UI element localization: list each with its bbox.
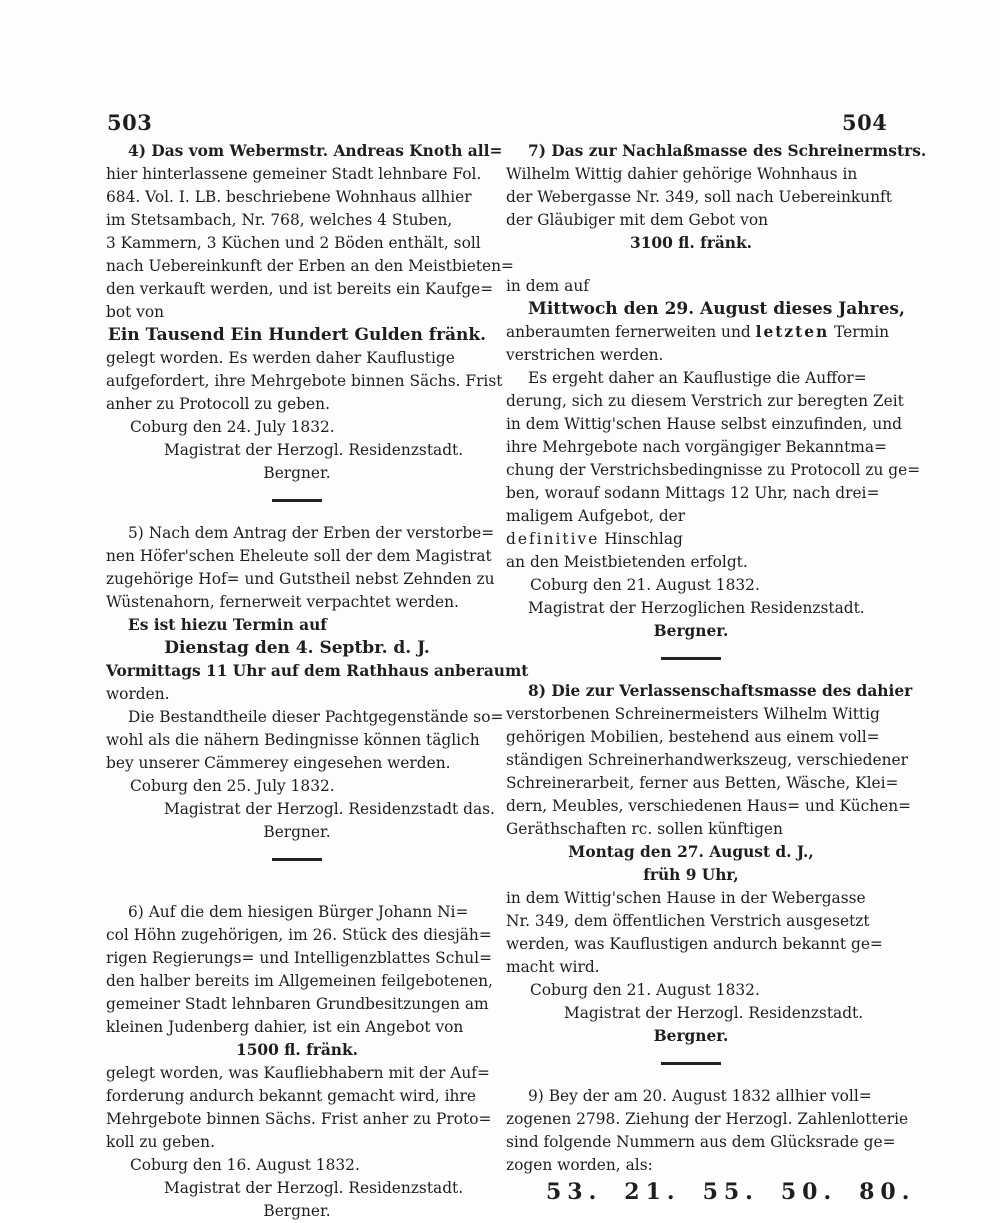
text-line: 684. Vol. I. LB. beschriebene Wohnhaus allhier bbox=[106, 188, 472, 206]
notice-8-signature: Magistrat der Herzogl. Residenzstadt. bbox=[564, 1004, 864, 1022]
text-line: gelegt worden. Es werden daher Kauflustige bbox=[106, 349, 455, 367]
notice-7-term-emph: letzten bbox=[755, 323, 830, 341]
text-line: gemeiner Stadt lehnbaren Grundbesitzungen am bbox=[106, 995, 489, 1013]
text-line: nen Höfer'schen Eheleute soll der dem Magistrat bbox=[106, 547, 492, 565]
notice-5-date: Coburg den 25. July 1832. bbox=[130, 777, 335, 795]
lottery-number: 80. bbox=[859, 1179, 916, 1205]
notice-5-body-2 bbox=[106, 660, 529, 706]
section-divider bbox=[661, 1062, 721, 1069]
notice-4-date: Coburg den 24. July 1832. bbox=[130, 418, 335, 436]
notice-6-body bbox=[106, 901, 493, 1039]
text-line: Schreinerarbeit, ferner aus Betten, Wäsche, Klei= bbox=[506, 774, 899, 792]
text-line: hier hinterlassene gemeiner Stadt lehnbare Fol. bbox=[106, 165, 482, 183]
text-line: 4) Das vom Webermstr. Andreas Knoth all= bbox=[128, 142, 503, 160]
text-line: chung der Verstrichsbedingnisse zu Protocoll zu ge= bbox=[506, 461, 921, 479]
notice-7-body bbox=[506, 140, 927, 232]
notice-5-signature: Magistrat der Herzogl. Residenzstadt das. bbox=[164, 800, 495, 818]
notice-8-term-date: Montag den 27. August d. J., bbox=[568, 843, 814, 861]
section-divider bbox=[661, 657, 721, 664]
text-line: wohl als die nähern Bedingnisse können täglich bbox=[106, 731, 480, 749]
text-line: in dem Wittig'schen Hause in der Webergasse bbox=[506, 889, 866, 907]
text-line: Geräthschaften rc. sollen künftigen bbox=[506, 820, 783, 838]
text-line: worden. bbox=[106, 685, 170, 703]
notice-5-term-date: Dienstag den 4. Septbr. d. J. bbox=[164, 638, 430, 658]
text-line: in dem Wittig'schen Hause selbst einzufinden, und bbox=[506, 415, 903, 433]
notice-6-signer: Bergner. bbox=[263, 1202, 331, 1220]
text-line: derung, sich zu diesem Verstrich zur beregten Zeit bbox=[506, 392, 904, 410]
notice-8-term-time: früh 9 Uhr, bbox=[643, 866, 739, 884]
text-line: gehörigen Mobilien, bestehend aus einem voll= bbox=[506, 728, 880, 746]
notice-4 bbox=[106, 140, 514, 485]
notice-7-hinschlag: Hinschlag bbox=[604, 530, 683, 548]
notice-7-amount: 3100 fl. fränk. bbox=[629, 234, 752, 252]
notice-7-definitive: definitive bbox=[506, 530, 600, 548]
notice-5-term-intro: Es ist hiezu Termin auf bbox=[128, 616, 327, 634]
lottery-number: 55. bbox=[702, 1179, 759, 1205]
text-line: aufgefordert, ihre Mehrgebote binnen Sächs. Frist bbox=[106, 372, 503, 390]
lottery-number: 53. bbox=[546, 1179, 603, 1205]
lottery-number: 50. bbox=[780, 1179, 838, 1205]
text-line: Wilhelm Wittig dahier gehörige Wohnhaus in bbox=[506, 165, 858, 183]
text-line: sind folgende Nummern aus dem Glücksrade ge= bbox=[506, 1133, 896, 1151]
text-line: im Stetsambach, Nr. 768, welches 4 Stuben, bbox=[106, 211, 453, 229]
text-line: zogen worden, als: bbox=[506, 1156, 653, 1174]
notice-7-term-prefix: anberaumten fernerweiten und bbox=[506, 323, 751, 341]
text-line: 9) Bey der am 20. August 1832 allhier voll= bbox=[528, 1087, 872, 1105]
text-line: 7) Das zur Nachlaßmasse des Schreinermstrs. bbox=[528, 142, 927, 160]
notice-5-signer: Bergner. bbox=[263, 823, 331, 841]
text-line: kleinen Judenberg dahier, ist ein Angebot von bbox=[106, 1018, 464, 1036]
text-line: Es ergeht daher an Kauflustige die Auffor= bbox=[528, 369, 867, 387]
notice-6-date: Coburg den 16. August 1832. bbox=[130, 1156, 360, 1174]
notice-4-body bbox=[106, 140, 514, 324]
notice-7-in-dem-auf: in dem auf bbox=[506, 277, 589, 295]
notice-6-signature: Magistrat der Herzogl. Residenzstadt. bbox=[164, 1179, 464, 1197]
text-line: forderung andurch bekannt gemacht wird, ihre bbox=[106, 1087, 476, 1105]
text-line: 6) Auf die dem hiesigen Bürger Johann Ni= bbox=[128, 903, 469, 921]
text-line: 3 Kammern, 3 Küchen und 2 Böden enthält, soll bbox=[106, 234, 481, 252]
text-line: maligem Aufgebot, der bbox=[506, 507, 686, 525]
text-line: der Webergasse Nr. 349, soll nach Uebereinkunft bbox=[506, 188, 892, 206]
left-column bbox=[106, 140, 529, 1223]
notice-4-signer: Bergner. bbox=[263, 464, 331, 482]
page-number-right: 504 bbox=[842, 110, 888, 135]
notice-7-date: Coburg den 21. August 1832. bbox=[530, 576, 760, 594]
text-line: gelegt worden, was Kaufliebhabern mit der Auf= bbox=[106, 1064, 490, 1082]
text-line: ständigen Schreinerhandwerkszeug, verschiedener bbox=[506, 751, 908, 769]
notice-7-term-line bbox=[506, 321, 890, 344]
section-divider bbox=[272, 499, 322, 506]
text-line: col Höhn zugehörigen, im 26. Stück des diesjäh= bbox=[106, 926, 492, 944]
text-line: bey unserer Cämmerey eingesehen werden. bbox=[106, 754, 451, 772]
notice-7-term-suffix: Termin bbox=[834, 323, 890, 341]
text-line: koll zu geben. bbox=[106, 1133, 215, 1151]
text-line: nach Uebereinkunft der Erben an den Meistbieten= bbox=[106, 257, 514, 275]
notice-7-term-date: Mittwoch den 29. August dieses Jahres, bbox=[528, 299, 905, 319]
right-column bbox=[506, 140, 927, 1207]
text-line: 8) Die zur Verlassenschaftsmasse des dahier bbox=[528, 682, 913, 700]
text-line: verstorbenen Schreinermeisters Wilhelm Wittig bbox=[506, 705, 880, 723]
text-line: Vormittags 11 Uhr auf dem Rathhaus anberaumt bbox=[106, 662, 529, 680]
notice-8-body-2 bbox=[506, 887, 883, 979]
text-line: Mehrgebote binnen Sächs. Frist anher zu Proto= bbox=[106, 1110, 492, 1128]
notice-5-body-3 bbox=[106, 706, 504, 775]
notice-7-definitive-line bbox=[506, 528, 876, 551]
text-line: ben, worauf sodann Mittags 12 Uhr, nach drei= bbox=[506, 484, 880, 502]
notice-4-body-2 bbox=[106, 347, 503, 416]
notice-7-signer: Bergner. bbox=[653, 622, 729, 640]
text-line: werden, was Kauflustigen andurch bekannt ge= bbox=[506, 935, 883, 953]
text-line: Nr. 349, dem öffentlichen Verstrich ausgesetzt bbox=[506, 912, 870, 930]
text-line: der Gläubiger mit dem Gebot von bbox=[506, 211, 769, 229]
notice-9-body bbox=[506, 1085, 909, 1177]
text-line: ihre Mehrgebote nach vorgängiger Bekanntma= bbox=[506, 438, 887, 456]
text-line: Wüstenahorn, fernerweit verpachtet werden. bbox=[106, 593, 459, 611]
text-line: dern, Meubles, verschiedenen Haus= und Küchen= bbox=[506, 797, 912, 815]
text-line: zogenen 2798. Ziehung der Herzogl. Zahlenlotterie bbox=[506, 1110, 909, 1128]
notice-4-signature: Magistrat der Herzogl. Residenzstadt. bbox=[164, 441, 464, 459]
section-divider bbox=[272, 858, 322, 865]
text-line: rigen Regierungs= und Intelligenzblattes Schul= bbox=[106, 949, 492, 967]
lottery-numbers bbox=[506, 1177, 916, 1207]
notice-8-body bbox=[506, 680, 913, 841]
text-line: den verkauft werden, und ist bereits ein Kaufge= bbox=[106, 280, 494, 298]
notice-4-amount: Ein Tausend Ein Hundert Gulden fränk. bbox=[107, 325, 487, 345]
text-line: den halber bereits im Allgemeinen feilgebotenen, bbox=[106, 972, 493, 990]
text-line: anher zu Protocoll zu geben. bbox=[106, 395, 330, 413]
notice-6-amount: 1500 fl. fränk. bbox=[235, 1041, 358, 1059]
notice-8-date: Coburg den 21. August 1832. bbox=[530, 981, 760, 999]
text-line: bot von bbox=[106, 303, 165, 321]
text-line: zugehörige Hof= und Gutstheil nebst Zehnden zu bbox=[106, 570, 495, 588]
text-line: macht wird. bbox=[506, 958, 600, 976]
page-number-left: 503 bbox=[107, 110, 153, 135]
notice-7-body-3 bbox=[506, 367, 921, 528]
text-line: 5) Nach dem Antrag der Erben der verstorbe= bbox=[128, 524, 495, 542]
lottery-number: 21. bbox=[624, 1179, 681, 1205]
notice-6-body-2 bbox=[106, 1062, 492, 1154]
text-line: Die Bestandtheile dieser Pachtgegenstände so= bbox=[128, 708, 504, 726]
notice-7-signature: Magistrat der Herzoglichen Residenzstadt. bbox=[528, 599, 865, 617]
notice-5 bbox=[106, 522, 529, 844]
notice-7-term-line-b: verstrichen werden. bbox=[506, 346, 664, 364]
notice-7-body-3b: an den Meistbietenden erfolgt. bbox=[506, 553, 748, 571]
notice-5-body bbox=[106, 522, 495, 614]
notice-8-signer: Bergner. bbox=[653, 1027, 729, 1045]
notice-9 bbox=[506, 1085, 916, 1207]
notice-8 bbox=[506, 680, 913, 1048]
notice-6 bbox=[106, 901, 493, 1223]
notice-7 bbox=[506, 140, 927, 643]
